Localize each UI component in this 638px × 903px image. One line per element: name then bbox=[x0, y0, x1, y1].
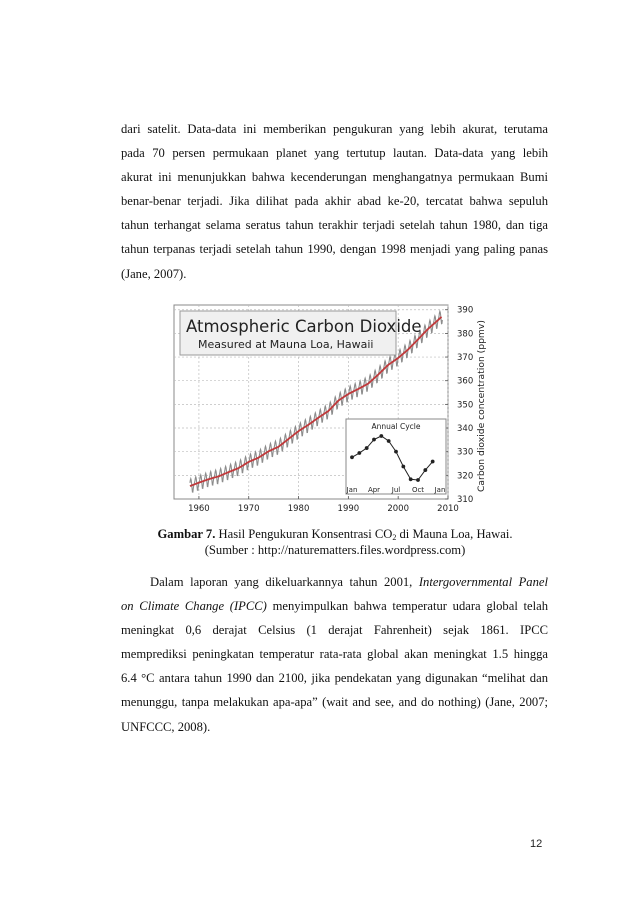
text-line: dari satelit. Data-data ini memberikan pengukuran yang lebih akurat, terutama bbox=[121, 122, 548, 136]
annual-cycle-point bbox=[379, 434, 383, 438]
annual-cycle-point bbox=[372, 438, 376, 442]
text-run: Dalam laporan yang dikeluarkannya tahun 2001, bbox=[150, 575, 419, 589]
annual-cycle-point bbox=[394, 450, 398, 454]
text-line bbox=[121, 666, 548, 690]
y-axis-label: Carbon dioxide concentration (ppmv) bbox=[476, 320, 487, 492]
italic-term: on Climate Change (IPCC) bbox=[121, 599, 267, 614]
italic-term: Intergovernmental Panel bbox=[418, 575, 548, 589]
text-run: meningkat 0,6 derajat Celsius (1 derajat Fahrenheit) sejak 1861. IPCC bbox=[121, 623, 548, 638]
y-tick-label: 330 bbox=[457, 447, 474, 458]
x-tick-label: 1990 bbox=[337, 504, 360, 514]
inset-tick-label: Jan bbox=[434, 486, 446, 494]
text-line bbox=[121, 642, 548, 666]
annual-cycle-point bbox=[431, 460, 435, 464]
paragraph-satellite-data bbox=[121, 117, 548, 286]
co2-chart bbox=[172, 302, 488, 516]
x-tick-label: 2000 bbox=[387, 504, 410, 514]
text-line: tahun terpanas terjadi setelah tahun 1990, dengan 1998 menjadi yang paling panas bbox=[121, 242, 548, 257]
co2-chart-figure bbox=[172, 302, 488, 516]
annual-cycle-point bbox=[365, 446, 369, 450]
text-line bbox=[121, 690, 548, 714]
text-run: memprediksi peningkatan temperatur rata-rata global akan meningkat 1.5 hingga bbox=[121, 647, 548, 662]
text-run: UNFCCC, 2008). bbox=[121, 719, 211, 734]
x-tick-label: 2010 bbox=[437, 504, 459, 514]
y-tick-label: 360 bbox=[457, 376, 474, 387]
x-tick-label: 1980 bbox=[287, 504, 310, 514]
text-line: akurat ini menunjukkan bahwa kecenderungan menghangatnya permukaan Bumi bbox=[121, 170, 548, 185]
annual-cycle-point bbox=[409, 477, 413, 481]
inset-tick-label: Jan bbox=[346, 486, 358, 494]
inset-title: Annual Cycle bbox=[371, 422, 421, 431]
annual-cycle-point bbox=[401, 465, 405, 469]
y-tick-label: 380 bbox=[457, 329, 474, 340]
x-tick-label: 1960 bbox=[188, 504, 210, 514]
annual-cycle-point bbox=[350, 455, 354, 459]
text-run: menyimpulkan bahwa temperatur udara global telah bbox=[266, 599, 548, 614]
caption-text-end: di Mauna Loa, Hawai. bbox=[396, 527, 513, 541]
annual-cycle-point bbox=[423, 468, 427, 472]
inset-tick-label: Apr bbox=[367, 486, 381, 494]
caption-label: Gambar 7. bbox=[157, 527, 216, 541]
y-tick-label: 320 bbox=[457, 471, 474, 482]
text-line bbox=[121, 715, 548, 739]
y-tick-label: 370 bbox=[457, 353, 474, 364]
y-tick-label: 350 bbox=[457, 400, 474, 411]
text-line bbox=[121, 570, 548, 594]
y-tick-label: 390 bbox=[457, 305, 474, 316]
text-line: benar-benar terjadi. Jika dilihat pada akhir abad ke-20, tercatat bahwa sepuluh bbox=[121, 194, 548, 209]
caption-text: Hasil Pengukuran Konsentrasi CO bbox=[215, 527, 393, 541]
chart-subtitle: Measured at Mauna Loa, Hawaii bbox=[198, 338, 374, 351]
text-line bbox=[121, 618, 548, 642]
y-tick-label: 310 bbox=[457, 495, 474, 505]
inset-tick-label: Jul bbox=[391, 486, 401, 494]
chart-title-box bbox=[180, 311, 422, 355]
text-line bbox=[121, 594, 548, 618]
inset-annual-cycle bbox=[346, 419, 446, 494]
annual-cycle-point bbox=[387, 439, 391, 443]
annual-cycle-point bbox=[357, 451, 361, 455]
paragraph-ipcc bbox=[121, 570, 548, 739]
text-line: tahun terhangat selama seratus tahun terakhir terjadi setelah tahun 1980, dan tiga bbox=[121, 218, 548, 233]
chart-title: Atmospheric Carbon Dioxide bbox=[186, 317, 422, 336]
text-line: pada 70 persen permukaan planet yang tertutup lautan. Data-data yang lebih bbox=[121, 146, 548, 161]
figure-source: (Sumber : http://naturematters.files.wordpress.com) bbox=[204, 543, 466, 557]
x-tick-label: 1970 bbox=[237, 504, 260, 514]
inset-tick-label: Oct bbox=[411, 486, 425, 494]
caption-subscript: 2 bbox=[392, 533, 397, 542]
y-tick-label: 340 bbox=[457, 424, 474, 435]
text-run: 6.4 °C antara tahun 1990 dan 2100, jika pendekatan yang digunakan “melihat dan bbox=[121, 671, 548, 686]
annual-cycle-point bbox=[416, 478, 420, 482]
page-number: 12 bbox=[530, 838, 543, 850]
text-line: (Jane, 2007). bbox=[121, 266, 187, 281]
text-run: menunggu, tanpa melakukan apa-apa” (wait and see, and do nothing) (Jane, 2007; bbox=[121, 695, 548, 710]
